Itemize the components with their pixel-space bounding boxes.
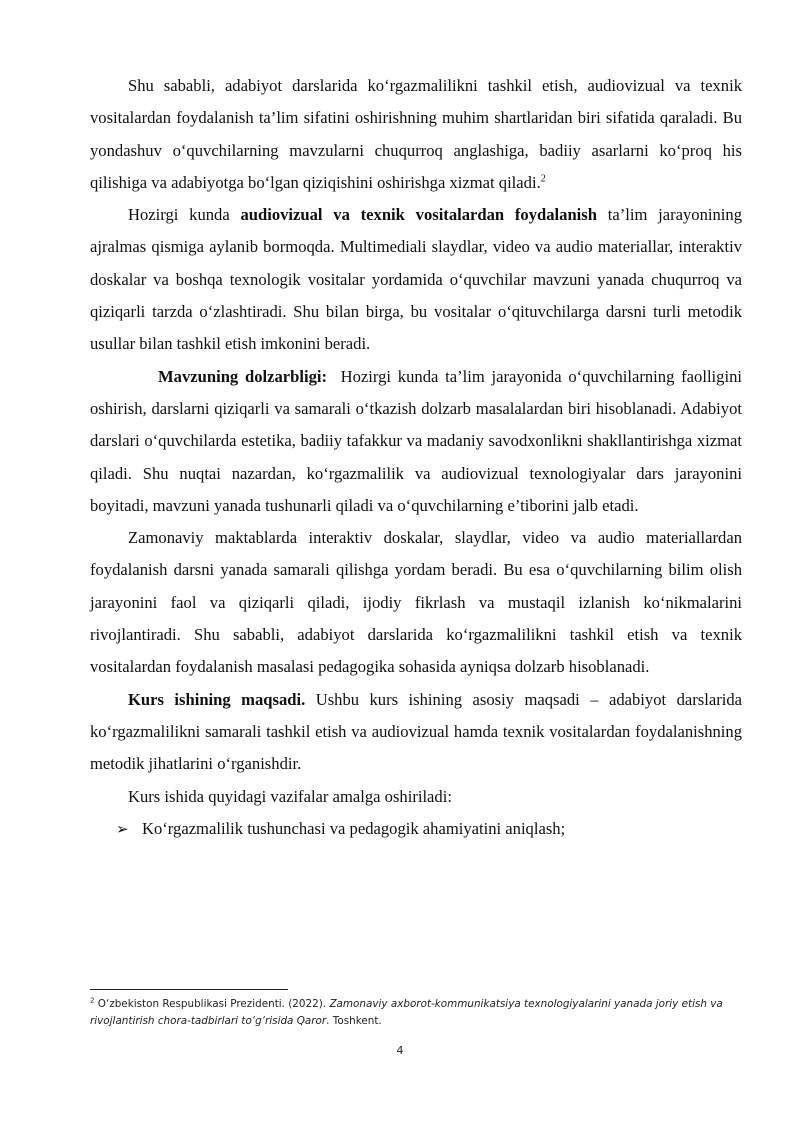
paragraph-6-text: Kurs ishida quyidagi vazifalar amalga oshiriladi: (128, 786, 452, 806)
paragraph-3 (90, 361, 742, 522)
footnote (90, 996, 750, 1030)
paragraph-5-text: Ushbu kurs ishining asosiy maqsadi – adabiyot darslarida ko‘rgazmalilikni samarali tashkil etish va audiovizual hamda texnik vositalardan foydalanishning metodik jihatlarini o‘rganishdir. (90, 689, 742, 774)
paragraph-2-lead: Hozirgi kunda (128, 205, 230, 225)
body-text (90, 70, 742, 845)
paragraph-3-text: Hozirgi kunda ta’lim jarayonida o‘quvchilarning faolligini oshirish, darslarni qiziqarli va samarali o‘tkazish dolzarb masalalardan biri hisoblanadi. Adabiyot darslari o‘quvchilarda estetika, badiiy tafakkur va madaniy savodxonlikni shakllantirishga xizmat qiladi. Shu nuqtai nazardan, ko‘rgazmalilik va audiovizual texnologiyalar dars jarayonini boyitadi, mavzuni yanada tushunarli qiladi va o‘quvchilarning e’tiborini jalb etadi. (90, 366, 742, 515)
footnote-author: O‘zbekiston Respublikasi Prezidenti. (2022). (97, 998, 327, 1010)
footnote-reference[interactable]: 2 (540, 173, 546, 185)
page-number: 4 (396, 1044, 404, 1057)
paragraph-4 (90, 522, 742, 683)
arrow-bullet-icon: ➢ (116, 819, 129, 838)
paragraph-4-text: Zamonaviy maktablarda interaktiv doskalar, slaydlar, video va audio materiallardan foydalanish darsni yanada samarali qilishga yordam beradi. Bu esa o‘quvchilarning bilim olish jarayonini faol va qiziqarli qiladi, ijodiy fikrlash va mustaqil izlanish ko‘nikmalarini rivojlantiradi. Shu sababli, adabiyot darslarida ko‘rgazmalilikni tashkil etish va texnik vositalardan foydalanish masalasi pedagogika sohasida ayniqsa dolzarb hisoblanadi. (90, 528, 742, 677)
paragraph-1-text: Shu sababli, adabiyot darslarida ko‘rgazmalilikni tashkil etish, audiovizual va texnik vositalardan foydalanish ta’lim sifatini oshirishning muhim shartlaridan biri sifatida qaraladi. Bu yondashuv o‘quvchilarning mavzularni chuqurroq anglashiga, badiiy asarlarni ko‘proq his qilishiga va adabiyotga bo‘lgan qiziqishini oshirishga xizmat qiladi. (90, 76, 742, 192)
paragraph-2 (90, 199, 742, 360)
list-item-text: Ko‘rgazmalilik tushunchasi va pedagogik ahamiyatini aniqlash; (142, 818, 566, 838)
relevance-heading: Mavzuning dolzarbligi: (158, 366, 328, 386)
footnote-title: Zamonaviy axborot-kommunikatsiya texnologiyalarini yanada joriy etish va rivojlantirish chora-tadbirlari to‘g‘risida Qaror (90, 998, 723, 1027)
paragraph-6 (90, 781, 742, 813)
list-item (90, 813, 742, 845)
paragraph-5 (90, 684, 742, 781)
paragraph-2-bold: audiovizual va texnik vositalardan foydalanish (240, 205, 597, 225)
goal-heading: Kurs ishining maqsadi. (128, 689, 306, 709)
footnote-separator (90, 989, 288, 990)
paragraph-1 (90, 70, 742, 199)
paragraph-2-text: ta’lim jarayonining ajralmas qismiga aylanib bormoqda. Multimediali slaydlar, video va audio materiallar, interaktiv doskalar va boshqa texnologik vositalar yordamida o‘quvchilar mavzuni yanada chuqurroq va qiziqarli tarzda o‘zlashtiradi. Shu bilan birga, bu vositalar o‘qituvchilarga darsni turli metodik usullar bilan tashkil etish imkonini beradi. (90, 205, 742, 354)
footnote-place: . Toshkent. (326, 1015, 382, 1027)
footnote-number: 2 (90, 996, 95, 1005)
